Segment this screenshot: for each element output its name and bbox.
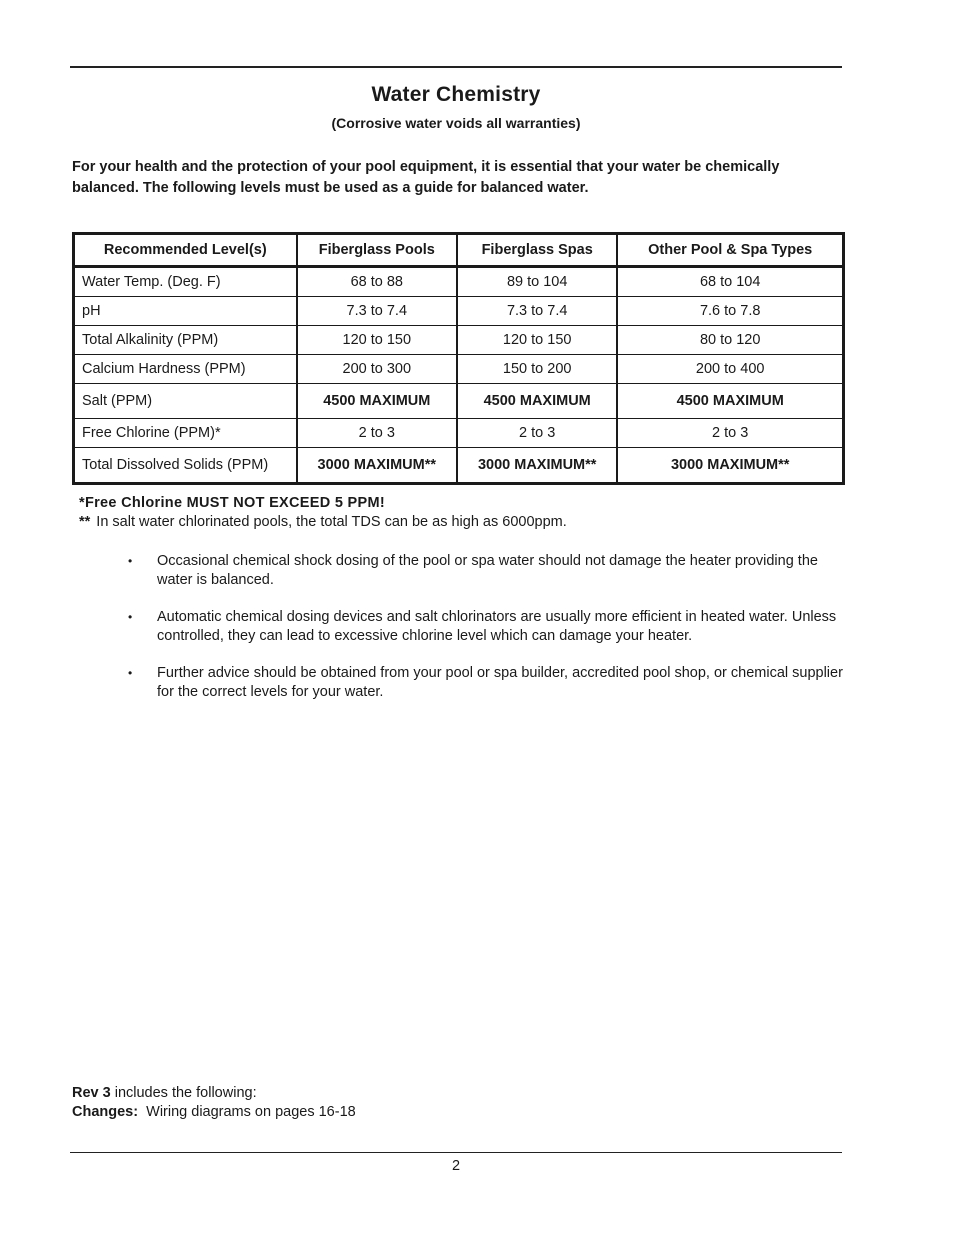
table-cell: 2 to 3 bbox=[297, 419, 457, 448]
table-cell: Water Temp. (Deg. F) bbox=[74, 267, 297, 297]
changes-text: Wiring diagrams on pages 16-18 bbox=[146, 1104, 356, 1120]
table-cell: 200 to 300 bbox=[297, 355, 457, 384]
table-cell: 4500 MAXIMUM bbox=[617, 384, 843, 419]
table-cell: 4500 MAXIMUM bbox=[297, 384, 457, 419]
top-rule bbox=[70, 66, 842, 68]
table-cell: 3000 MAXIMUM** bbox=[617, 448, 843, 484]
revision-label: Rev 3 bbox=[72, 1085, 111, 1101]
chlorine-warning-note: *Free Chlorine MUST NOT EXCEED 5 PPM! bbox=[79, 495, 385, 511]
page-number: 2 bbox=[451, 1158, 461, 1174]
table-cell: 150 to 200 bbox=[457, 355, 617, 384]
table-row bbox=[74, 419, 844, 448]
list-item bbox=[128, 664, 844, 702]
table-cell: 3000 MAXIMUM** bbox=[457, 448, 617, 484]
table-cell: Total Dissolved Solids (PPM) bbox=[74, 448, 297, 484]
table-header-row bbox=[74, 234, 844, 267]
bottom-rule bbox=[70, 1152, 842, 1153]
revision-info bbox=[72, 1084, 356, 1122]
table-cell: 80 to 120 bbox=[617, 326, 843, 355]
header-fiberglass-spas: Fiberglass Spas bbox=[457, 234, 617, 267]
table-cell: 7.6 to 7.8 bbox=[617, 297, 843, 326]
table-cell: 2 to 3 bbox=[457, 419, 617, 448]
advice-list bbox=[128, 552, 844, 720]
table-cell: Calcium Hardness (PPM) bbox=[74, 355, 297, 384]
table-cell: 120 to 150 bbox=[457, 326, 617, 355]
revision-text: includes the following: bbox=[110, 1085, 257, 1101]
table-row bbox=[74, 267, 844, 297]
header-fiberglass-pools: Fiberglass Pools bbox=[297, 234, 457, 267]
table-cell: Free Chlorine (PPM)* bbox=[74, 419, 297, 448]
page-title: Water Chemistry bbox=[371, 83, 541, 106]
header-other-types: Other Pool & Spa Types bbox=[617, 234, 843, 267]
table-row bbox=[74, 326, 844, 355]
table-row bbox=[74, 355, 844, 384]
intro-paragraph: For your health and the protection of your pool equipment, it is essential that your water be chemically balanced. The following levels must be used as a guide for balanced water. bbox=[72, 159, 780, 196]
table-cell: Total Alkalinity (PPM) bbox=[74, 326, 297, 355]
table-cell: 7.3 to 7.4 bbox=[457, 297, 617, 326]
table-cell: 3000 MAXIMUM** bbox=[297, 448, 457, 484]
bullet-icon: • bbox=[128, 610, 133, 624]
page-subtitle: (Corrosive water voids all warranties) bbox=[331, 115, 581, 131]
table-cell: 89 to 104 bbox=[457, 267, 617, 297]
list-item-text: Automatic chemical dosing devices and salt chlorinators are usually more efficient in heated water. Unless controlled, they can lead to excessive chlorine level which can damage your heater. bbox=[157, 609, 837, 644]
header-recommended-levels: Recommended Level(s) bbox=[74, 234, 297, 267]
table-cell: 120 to 150 bbox=[297, 326, 457, 355]
table-cell: Salt (PPM) bbox=[74, 384, 297, 419]
table-cell: 7.3 to 7.4 bbox=[297, 297, 457, 326]
revision-line bbox=[72, 1084, 356, 1103]
tds-note-marker: ** bbox=[79, 514, 91, 530]
bullet-icon: • bbox=[128, 666, 133, 680]
table-row bbox=[74, 297, 844, 326]
bullet-icon: • bbox=[128, 554, 133, 568]
list-item-text: Further advice should be obtained from your pool or spa builder, accredited pool shop, or chemical supplier for the correct levels for your water. bbox=[157, 665, 843, 700]
table-cell: 68 to 104 bbox=[617, 267, 843, 297]
table-cell: 68 to 88 bbox=[297, 267, 457, 297]
table-cell: 2 to 3 bbox=[617, 419, 843, 448]
water-chemistry-table bbox=[72, 232, 845, 485]
table-row bbox=[74, 448, 844, 484]
table-cell: pH bbox=[74, 297, 297, 326]
list-item-text: Occasional chemical shock dosing of the pool or spa water should not damage the heater providing the water is balanced. bbox=[157, 553, 818, 588]
list-item bbox=[128, 608, 844, 646]
changes-line bbox=[72, 1103, 356, 1122]
table-cell: 4500 MAXIMUM bbox=[457, 384, 617, 419]
table-cell: 200 to 400 bbox=[617, 355, 843, 384]
tds-note-text: In salt water chlorinated pools, the total TDS can be as high as 6000ppm. bbox=[96, 514, 567, 530]
table-row bbox=[74, 384, 844, 419]
changes-label: Changes: bbox=[72, 1104, 139, 1120]
list-item bbox=[128, 552, 844, 590]
tds-note bbox=[79, 514, 567, 530]
